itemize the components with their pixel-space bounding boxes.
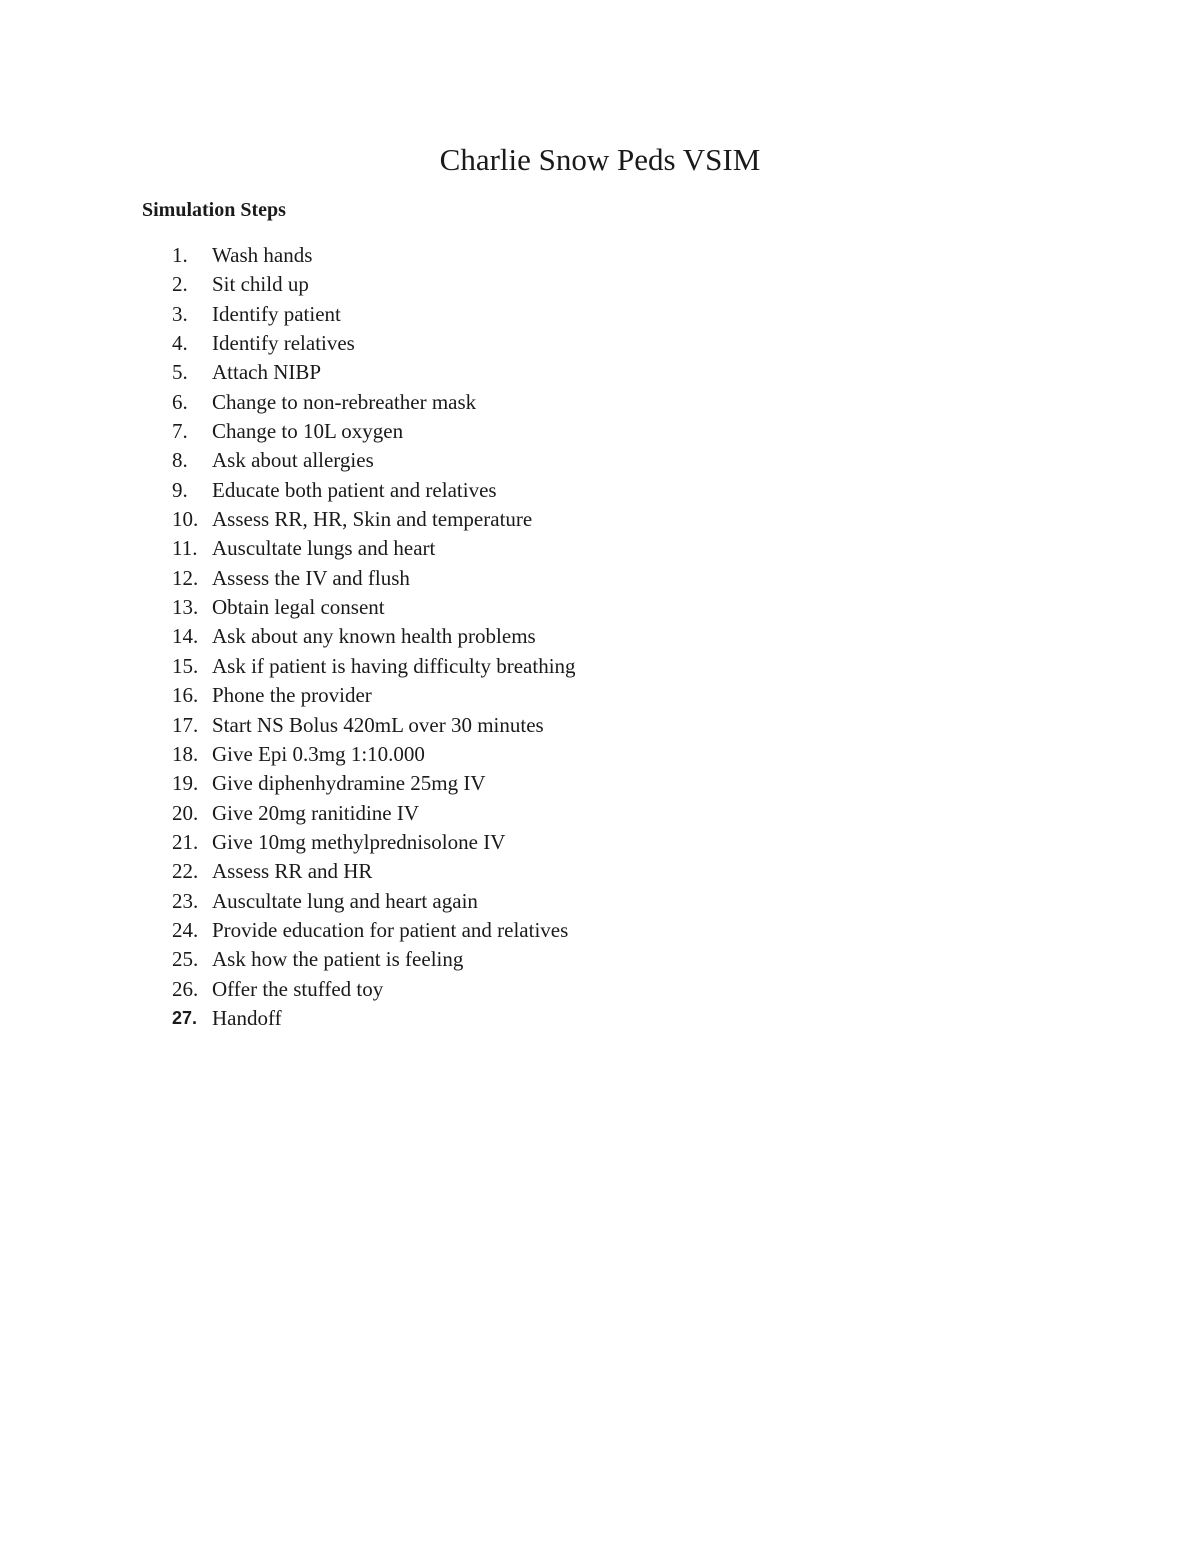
step-number: 1. (172, 243, 188, 267)
list-item (172, 975, 576, 1004)
step-number: 18. (172, 741, 199, 766)
step-number: 20. (172, 800, 199, 825)
list-item (172, 358, 576, 387)
step-text: Assess the IV and flush (212, 565, 410, 590)
list-item (172, 652, 576, 681)
step-number: 5. (172, 360, 188, 385)
step-number: 3. (172, 301, 188, 326)
list-item (172, 622, 576, 651)
step-number: 25. (172, 947, 199, 972)
simulation-steps-list (172, 241, 576, 1033)
list-item (172, 828, 576, 857)
step-text: Give 20mg ranitidine IV (212, 800, 420, 825)
step-text: Change to non-rebreather mask (212, 389, 477, 414)
step-text: Obtain legal consent (212, 595, 385, 620)
step-text: Assess RR, HR, Skin and temperature (212, 507, 533, 532)
list-item (172, 446, 576, 475)
list-item (172, 740, 576, 769)
list-item (172, 300, 576, 329)
list-item (172, 476, 576, 505)
step-number: 2. (172, 272, 188, 297)
step-number: 10. (172, 507, 199, 532)
list-item (172, 769, 576, 798)
step-text: Identify relatives (212, 331, 355, 356)
step-number: 15. (172, 653, 199, 678)
step-text: Provide education for patient and relatives (212, 917, 569, 942)
step-text: Educate both patient and relatives (212, 477, 497, 502)
step-text: Auscultate lung and heart again (212, 888, 478, 913)
list-item (172, 564, 576, 593)
step-number: 6. (172, 389, 188, 414)
step-number: 26. (172, 976, 199, 1001)
step-text: Give Epi 0.3mg 1:10.000 (212, 741, 425, 766)
list-item (172, 681, 576, 710)
list-item (172, 241, 576, 270)
step-text: Auscultate lungs and heart (212, 536, 436, 561)
list-item (172, 417, 576, 446)
step-text: Identify patient (212, 301, 341, 326)
step-text: Ask about allergies (212, 448, 374, 473)
list-item (172, 799, 576, 828)
list-item (172, 534, 576, 563)
step-number: 22. (172, 859, 199, 884)
list-item (172, 857, 576, 886)
step-number: 23. (172, 888, 199, 913)
step-number: 9. (172, 477, 188, 502)
step-text: Change to 10L oxygen (212, 419, 404, 444)
step-number: 4. (172, 331, 188, 356)
step-text: Attach NIBP (212, 360, 322, 385)
step-number: 14. (172, 624, 199, 649)
list-item (172, 388, 576, 417)
step-text: Phone the provider (212, 683, 372, 708)
step-text: Give diphenhydramine 25mg IV (212, 771, 486, 796)
list-item (172, 505, 576, 534)
list-item (172, 593, 576, 622)
step-number: 21. (172, 829, 199, 854)
step-text: Start NS Bolus 420mL over 30 minutes (212, 712, 544, 737)
step-number: 17. (172, 712, 199, 737)
step-text: Sit child up (212, 272, 309, 297)
step-text: Assess RR and HR (212, 859, 373, 884)
step-number: 19. (172, 771, 199, 796)
step-number: 8. (172, 448, 188, 473)
step-text: Ask if patient is having difficulty breathing (212, 653, 576, 678)
step-text: Ask how the patient is feeling (212, 947, 464, 972)
step-number: 27. (172, 1007, 198, 1028)
step-number: 13. (172, 595, 199, 620)
list-item (172, 711, 576, 740)
step-text: Handoff (212, 1005, 282, 1030)
step-number: 16. (172, 683, 199, 708)
step-number: 11. (172, 536, 198, 561)
step-number: 7. (172, 419, 188, 444)
list-item (172, 887, 576, 916)
step-text: Ask about any known health problems (212, 624, 536, 649)
list-item (172, 270, 576, 299)
list-item (172, 1004, 576, 1033)
step-number: 12. (172, 565, 199, 590)
section-heading: Simulation Steps (142, 199, 286, 221)
step-text: Give 10mg methylprednisolone IV (212, 829, 506, 854)
list-item (172, 916, 576, 945)
step-number: 24. (172, 917, 199, 942)
step-text: Wash hands (212, 243, 313, 267)
list-item (172, 945, 576, 974)
step-text: Offer the stuffed toy (212, 976, 384, 1001)
page-title: Charlie Snow Peds VSIM (439, 142, 761, 177)
list-item (172, 329, 576, 358)
